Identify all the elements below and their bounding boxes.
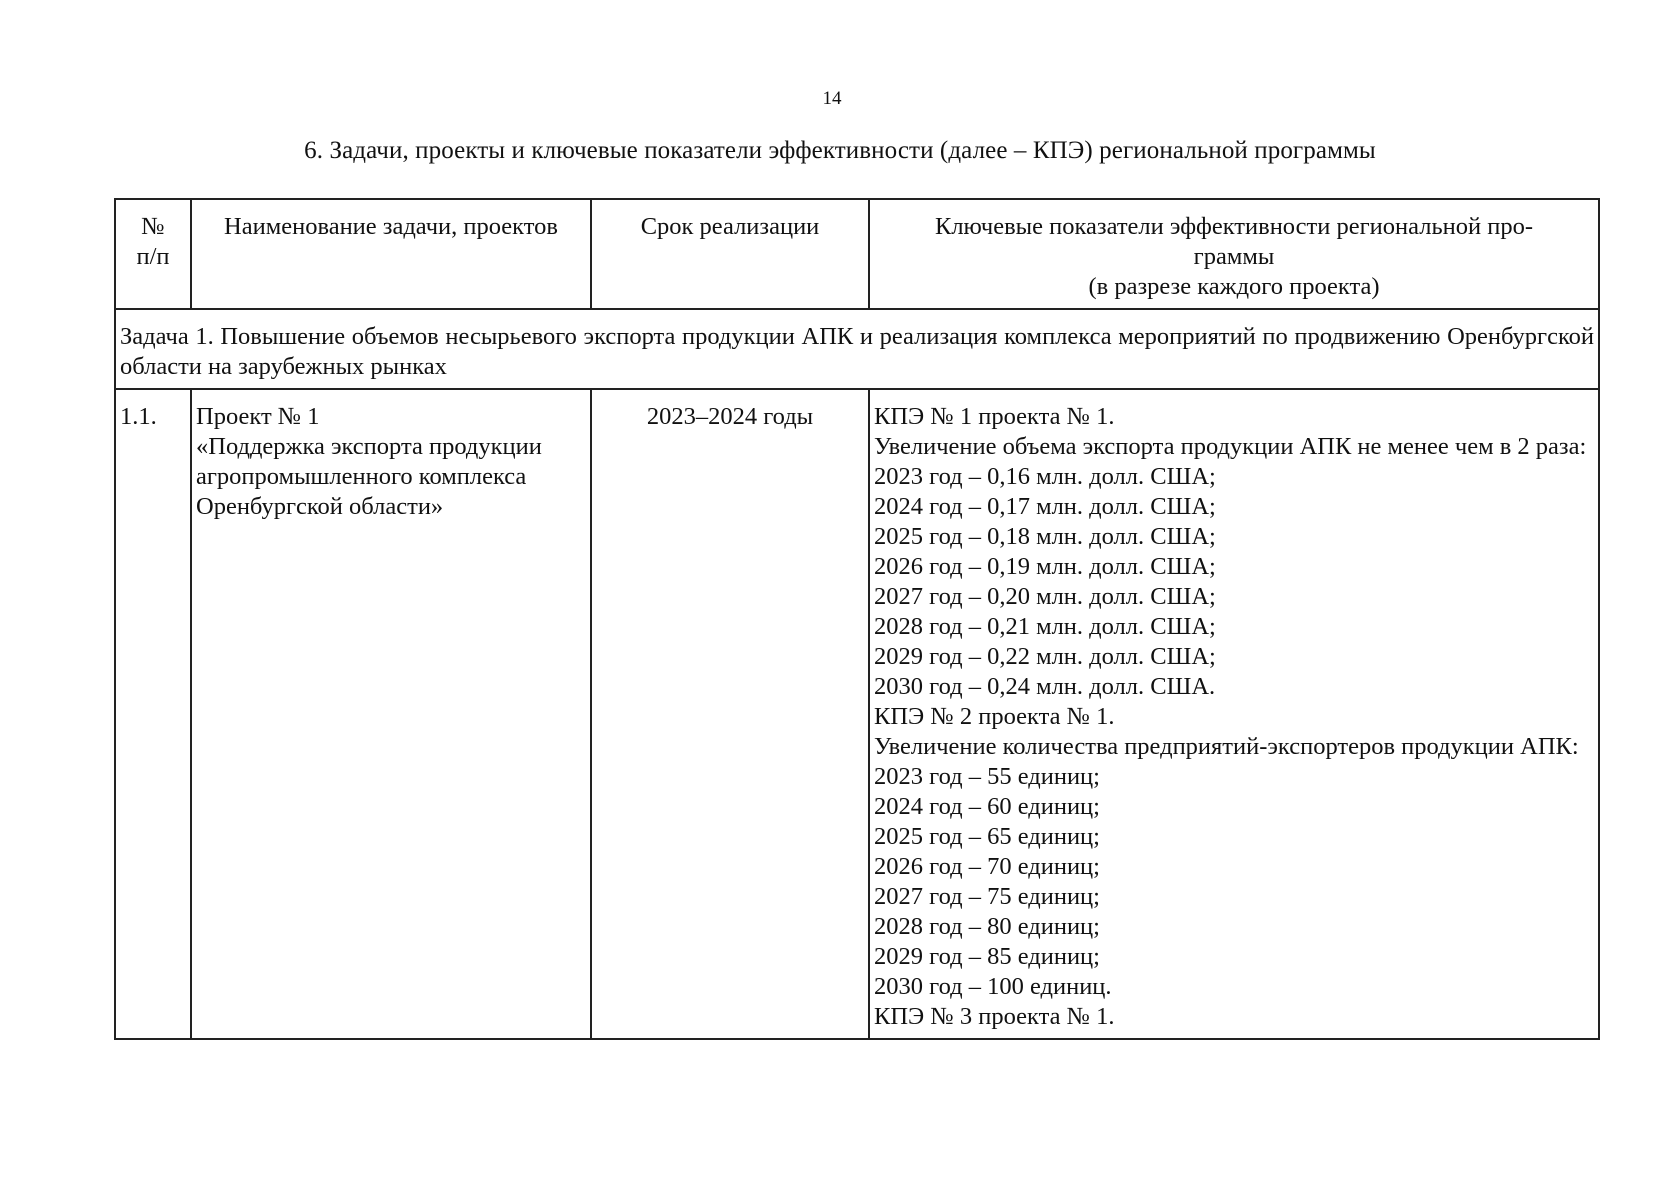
project-number: Проект № 1 (196, 403, 320, 430)
task-cell (115, 309, 1599, 389)
row-num (115, 389, 191, 1039)
header-term-label: Срок реализации (640, 213, 820, 240)
kpi1-value: 2024 год – 0,17 млн. долл. США; (874, 493, 1216, 520)
kpi1-value: 2026 год – 0,19 млн. долл. США; (874, 553, 1216, 580)
kpi2-title: КПЭ № 2 проекта № 1. (874, 703, 1115, 730)
kpi1-title: КПЭ № 1 проекта № 1. (874, 403, 1115, 430)
kpi1-value: 2027 год – 0,20 млн. долл. США; (874, 583, 1216, 610)
kpi-table (114, 198, 1600, 1040)
kpi1-value: 2023 год – 0,16 млн. долл. США; (874, 463, 1216, 490)
header-num (115, 199, 191, 309)
header-num-label: № п/п (136, 213, 170, 270)
kpi2-value: 2026 год – 70 единиц; (874, 853, 1100, 880)
kpi1-description: Увеличение объема экспорта продукции АПК не менее чем в 2 раза: (874, 433, 1587, 460)
header-name (191, 199, 591, 309)
task-row (115, 309, 1599, 389)
header-term (591, 199, 869, 309)
kpi2-value: 2029 год – 85 единиц; (874, 943, 1100, 970)
kpi2-value: 2025 год – 65 единиц; (874, 823, 1100, 850)
header-kpi-label: Ключевые показатели эффективности региональной про-граммы (934, 213, 1533, 270)
kpi1-value: 2025 год – 0,18 млн. долл. США; (874, 523, 1216, 550)
row-term (591, 389, 869, 1039)
row-term-value: 2023–2024 годы (646, 403, 814, 430)
row-kpi (869, 389, 1599, 1039)
row-num-value: 1.1. (120, 403, 157, 430)
kpi2-description: Увеличение количества предприятий-экспортеров продукции АПК: (874, 733, 1579, 760)
kpi2-value: 2028 год – 80 единиц; (874, 913, 1100, 940)
kpi2-value: 2023 год – 55 единиц; (874, 763, 1100, 790)
kpi1-value: 2028 год – 0,21 млн. долл. США; (874, 613, 1216, 640)
row-name (191, 389, 591, 1039)
section-title: 6. Задачи, проекты и ключевые показатели эффективности (далее – КПЭ) региональной программы (304, 137, 1376, 164)
header-kpi-sublabel: (в разрезе каждого проекта) (1088, 273, 1380, 300)
page-number: 14 (822, 88, 842, 109)
kpi1-value: 2029 год – 0,22 млн. долл. США; (874, 643, 1216, 670)
kpi2-value: 2027 год – 75 единиц; (874, 883, 1100, 910)
kpi1-value: 2030 год – 0,24 млн. долл. США. (874, 673, 1216, 700)
table-header-row (115, 199, 1599, 309)
project-title: «Поддержка экспорта продукции агропромышленного комплекса Оренбургской области» (196, 433, 542, 520)
header-name-label: Наименование задачи, проектов (224, 213, 558, 240)
kpi3-title: КПЭ № 3 проекта № 1. (874, 1003, 1115, 1030)
kpi2-value: 2024 год – 60 единиц; (874, 793, 1100, 820)
task-text: Задача 1. Повышение объемов несырьевого экспорта продукции АПК и реализация комплекса мероприятий по продвижению Оренбургской области на зарубежных рынках (120, 323, 1594, 380)
header-kpi (869, 199, 1599, 309)
table-row (115, 389, 1599, 1039)
kpi2-value: 2030 год – 100 единиц. (874, 973, 1112, 1000)
